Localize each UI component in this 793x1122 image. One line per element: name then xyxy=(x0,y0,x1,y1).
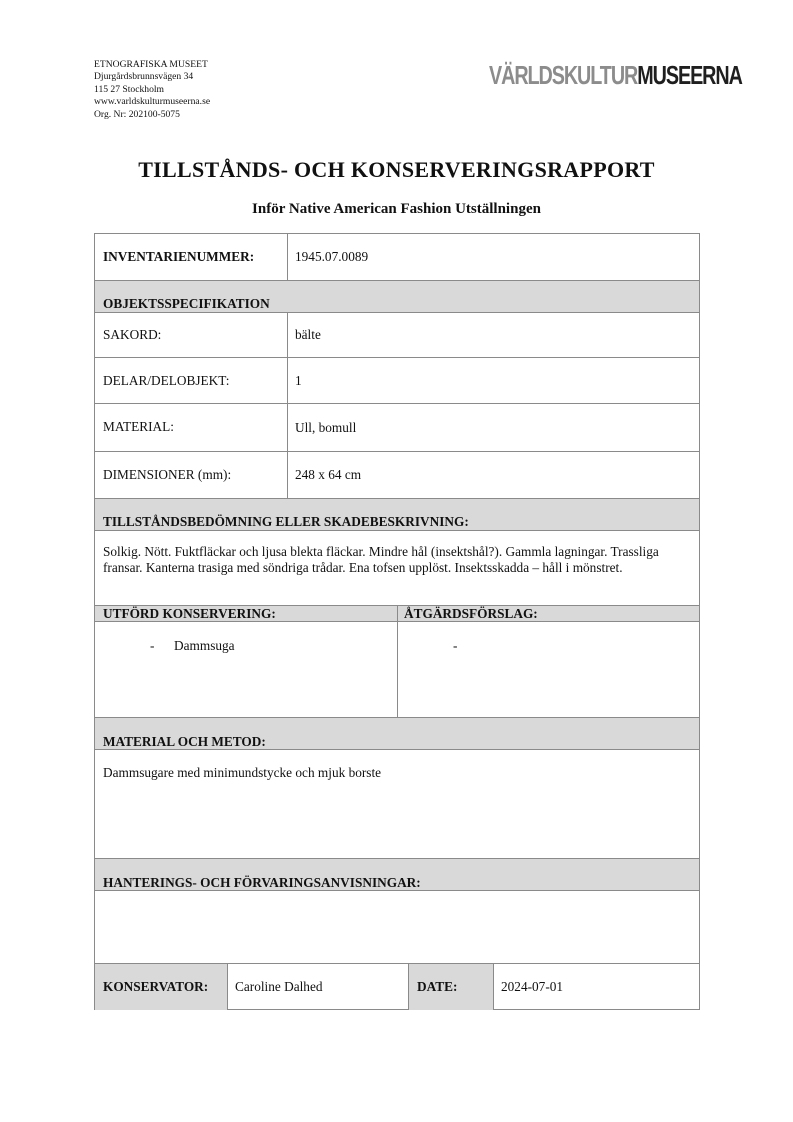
row-divider xyxy=(95,890,699,891)
proposal-heading: ÅTGÄRDSFÖRSLAG: xyxy=(404,606,538,621)
parts-value: 1 xyxy=(295,372,302,388)
museum-logo xyxy=(489,60,742,90)
address-block xyxy=(94,59,210,121)
address-line-street: Djurgårdsbrunnsvägen 34 xyxy=(94,71,194,83)
report-form xyxy=(94,233,700,1010)
address-line-orgnr: Org. Nr: 202100-5075 xyxy=(94,108,180,120)
condition-heading: TILLSTÅNDSBEDÖMNING ELLER SKADEBESKRIVNING: xyxy=(103,514,469,529)
dimensions-value: 248 x 64 cm xyxy=(295,467,362,482)
handling-heading: HANTERINGS- OCH FÖRVARINGSANVISNINGAR: xyxy=(103,875,421,890)
method-description: Dammsugare med minimundstycke och mjuk borste xyxy=(103,765,382,780)
row-divider xyxy=(95,280,699,281)
document-subtitle: Inför Native American Fashion Utställningen xyxy=(252,201,541,217)
method-heading: MATERIAL OCH METOD: xyxy=(103,734,266,749)
condition-description: Solkig. Nött. Fuktfläckar och ljusa blekta fläckar. Mindre hål (insektshål?). Gammla lagningar. Trassliga fransar. Kanterna trasiga med söndriga trådar. Ena tofsen upplöst. Insektsskadda – håll i mönstret. xyxy=(103,544,659,575)
material-label: MATERIAL: xyxy=(103,418,174,434)
inventory-label: INVENTARIENUMMER: xyxy=(103,249,255,264)
document-title: TILLSTÅNDS- OCH KONSERVERINGSRAPPORT xyxy=(138,157,655,182)
conservator-label: KONSERVATOR: xyxy=(103,979,209,994)
conservation-item: Dammsuga xyxy=(174,638,235,653)
proposal-bullet: - xyxy=(453,638,458,653)
conservation-heading: UTFÖRD KONSERVERING: xyxy=(103,606,276,621)
conservator-value: Caroline Dalhed xyxy=(235,979,323,994)
dimensions-label: DIMENSIONER (mm): xyxy=(103,467,232,482)
row-divider xyxy=(95,858,699,859)
sakord-value: bälte xyxy=(295,327,321,342)
row-divider xyxy=(95,530,699,531)
date-value: 2024-07-01 xyxy=(501,979,564,994)
address-line-org: ETNOGRAFISKA MUSEET xyxy=(94,59,208,70)
row-divider xyxy=(95,498,699,499)
logo-part-1: VÄRLDSKULTUR xyxy=(489,60,638,90)
logo-part-2: MUSEERNA xyxy=(637,60,742,90)
sakord-label: SAKORD: xyxy=(103,327,162,342)
row-divider xyxy=(95,717,699,718)
conservation-bullet: - xyxy=(150,638,155,653)
address-line-city: 115 27 Stockholm xyxy=(94,83,164,95)
spec-heading: OBJEKTSSPECIFIKATION xyxy=(103,296,270,311)
column-divider xyxy=(397,605,398,717)
material-value: Ull, bomull xyxy=(295,419,357,435)
row-divider xyxy=(95,749,699,750)
parts-label: DELAR/DELOBJEKT: xyxy=(103,372,230,388)
inventory-value: 1945.07.0089 xyxy=(295,249,369,264)
date-label: DATE: xyxy=(417,979,458,994)
address-line-website: www.varldskulturmuseerna.se xyxy=(94,96,211,108)
